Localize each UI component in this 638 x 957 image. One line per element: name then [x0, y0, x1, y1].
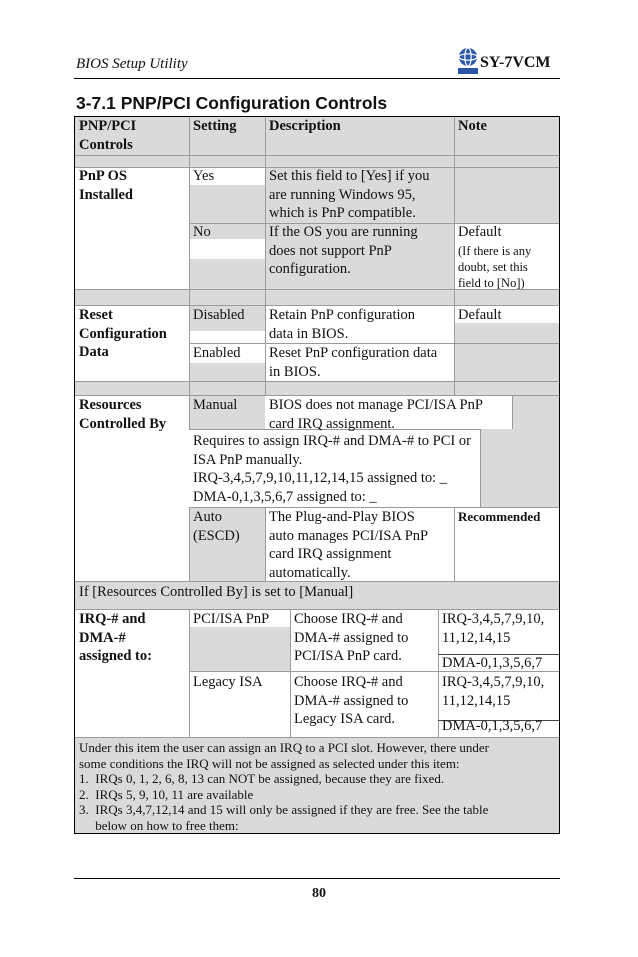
- resources-auto-description: The Plug-and-Play BIOS auto manages PCI/ISA PnP card IRQ assignment automatically.: [269, 509, 429, 581]
- footer-rule: [74, 878, 560, 879]
- soyo-logo-icon: [456, 47, 480, 75]
- irq-pci-setting: PCI/ISA PnP: [193, 611, 270, 627]
- header-rule: [74, 78, 560, 79]
- manual-condition-row: If [Resources Controlled By] is set to [Manual]: [79, 584, 354, 600]
- page-number: 80: [312, 886, 326, 901]
- reset-config-enabled-setting: Enabled: [193, 345, 241, 361]
- pnp-os-no-description: If the OS you are running does not support PnP configuration.: [269, 224, 418, 277]
- reset-config-enabled-description: Reset PnP configuration data in BIOS.: [269, 345, 438, 380]
- resources-manual-detail: Requires to assign IRQ-# and DMA-# to PCI or ISA PnP manually. IRQ-3,4,5,7,9,10,11,12,14,15 assigned to: _ DMA-0,1,3,5,6,7 assigned to: _: [193, 433, 471, 505]
- irq-pci-irq-values: IRQ-3,4,5,7,9,10, 11,12,14,15: [442, 611, 545, 646]
- irq-legacy-description: Choose IRQ-# and DMA-# assigned to Legacy ISA card.: [294, 674, 409, 727]
- resources-auto-note: Recommended: [458, 509, 541, 524]
- irq-pci-dma-values: DMA-0,1,3,5,6,7: [442, 655, 543, 671]
- section-title: 3-7.1 PNP/PCI Configuration Controls: [76, 93, 388, 113]
- irq-legacy-setting: Legacy ISA: [193, 674, 263, 690]
- pnp-os-yes-description: Set this field to [Yes] if you are running Windows 95, which is PnP compatible.: [269, 168, 430, 221]
- col-header-setting: Setting: [193, 118, 237, 134]
- pnp-os-item: PnP OS Installed: [79, 168, 133, 203]
- reset-config-disabled-description: Retain PnP configuration data in BIOS.: [269, 307, 416, 342]
- col-header-note: Note: [458, 118, 487, 134]
- pnp-os-no-setting: No: [193, 224, 211, 240]
- irq-pci-description: Choose IRQ-# and DMA-# assigned to PCI/ISA PnP card.: [294, 611, 409, 664]
- footnote-text: Under this item the user can assign an IRQ to a PCI slot. However, there under some conditions the IRQ will not be assigned as selected under this item: 1. IRQs 0, 1, 2, 6, 8, 13 can NOT be assigned, because they are fixed. 2. IRQs 5, 9, 10, 11 are available 3. IRQs 3,4,7,12,14 and 15 will only be assigned if they are free. See the table below on how to free them:: [79, 740, 489, 833]
- col-header-item: PNP/PCI Controls: [79, 118, 137, 153]
- irq-legacy-dma-values: DMA-0,1,3,5,6,7: [442, 718, 543, 734]
- resources-item: Resources Controlled By: [79, 397, 167, 432]
- header-title: BIOS Setup Utility: [76, 56, 188, 72]
- resources-auto-setting: Auto (ESCD): [193, 509, 240, 544]
- pnp-os-no-note-detail: (If there is any doubt, set this field to [No]): [458, 244, 532, 290]
- col-header-description: Description: [269, 118, 341, 134]
- irq-legacy-irq-values: IRQ-3,4,5,7,9,10, 11,12,14,15: [442, 674, 545, 709]
- irq-dma-item: IRQ-# and DMA-# assigned to:: [79, 611, 152, 664]
- reset-config-disabled-note: Default: [458, 307, 502, 323]
- header-model: SY-7VCM: [480, 54, 551, 71]
- reset-config-disabled-setting: Disabled: [193, 307, 245, 323]
- pnp-os-no-note: Default: [458, 224, 502, 240]
- reset-config-item: Reset Configuration Data: [79, 307, 167, 360]
- resources-manual-setting: Manual: [193, 397, 238, 413]
- resources-manual-description: BIOS does not manage PCI/ISA PnP card IRQ assignment.: [269, 397, 483, 432]
- pnp-os-yes-setting: Yes: [193, 168, 215, 184]
- pnp-pci-table: [74, 116, 560, 834]
